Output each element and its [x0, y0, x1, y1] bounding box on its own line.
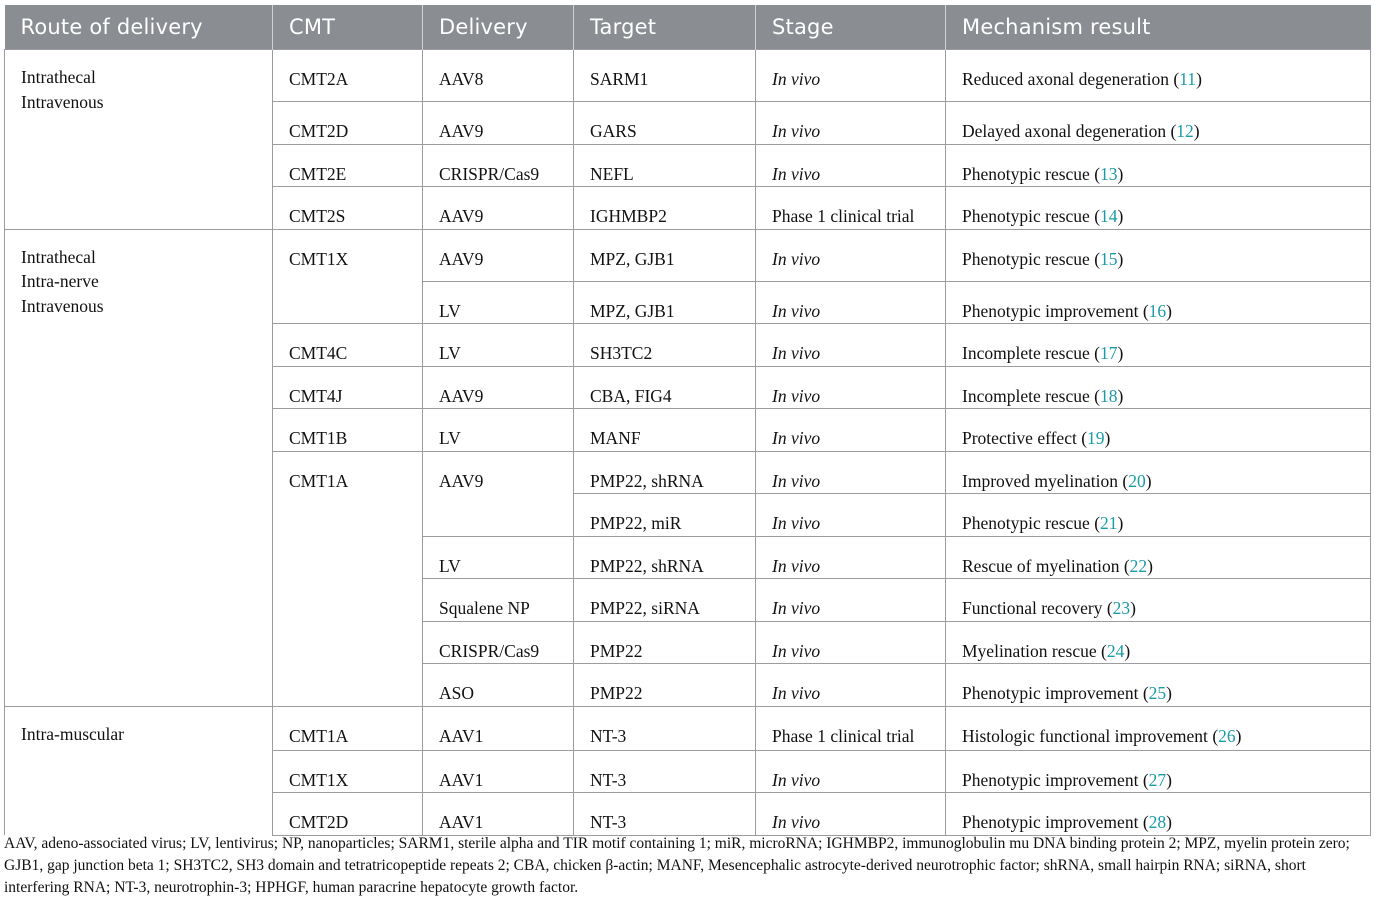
reference-link[interactable]: 26 — [1218, 725, 1236, 746]
result-text: Myelination rescue — [962, 640, 1097, 661]
cmt-cell: CMT1X — [273, 750, 423, 793]
stage-cell: In vivo — [756, 579, 946, 622]
mechanism-result-cell — [946, 324, 1371, 367]
delivery-cell: AAV9 — [423, 366, 574, 409]
route-line: Intra-nerve — [21, 271, 99, 291]
target-cell: IGHMBP2 — [574, 187, 756, 230]
reference-link[interactable]: 25 — [1148, 683, 1167, 703]
result-text: Functional recovery — [962, 598, 1103, 618]
delivery-cell: ASO — [423, 664, 574, 707]
header-row — [5, 5, 1371, 50]
result-text: Reduced axonal degeneration — [962, 69, 1169, 89]
stage-cell: In vivo — [756, 793, 946, 836]
ref-paren-close: ) — [1196, 69, 1202, 89]
delivery-cell: AAV9 — [423, 102, 574, 145]
ref-paren-close: ) — [1117, 513, 1124, 533]
ref-paren-close: ) — [1166, 300, 1172, 321]
route-cell — [5, 706, 273, 835]
stage-cell: In vivo — [756, 409, 946, 452]
table-header — [5, 5, 1371, 50]
route-cell — [5, 229, 273, 706]
cmt-cell: CMT1X — [273, 229, 423, 324]
ref-paren-open: ( — [1118, 470, 1129, 491]
ref-paren-close: ) — [1130, 598, 1136, 618]
target-cell: PMP22, shRNA — [574, 536, 756, 579]
cmt-cell: CMT1A — [273, 451, 423, 706]
delivery-cell: CRISPR/Cas9 — [423, 144, 574, 187]
table-row — [5, 229, 1371, 281]
reference-link[interactable]: 17 — [1099, 343, 1118, 363]
ref-paren-close: ) — [1117, 343, 1124, 363]
stage-cell: In vivo — [756, 664, 946, 707]
header-target: Target — [574, 5, 756, 50]
ref-paren-open: ( — [1089, 343, 1100, 363]
ref-paren-close: ) — [1117, 163, 1124, 184]
delivery-cell: AAV8 — [423, 50, 574, 102]
ref-paren-open: ( — [1166, 121, 1177, 141]
table-body — [5, 50, 1371, 836]
mechanism-result-cell — [946, 706, 1371, 750]
reference-link[interactable]: 20 — [1128, 470, 1146, 491]
ref-paren-close: ) — [1193, 121, 1200, 141]
result-text: Phenotypic improvement — [962, 683, 1139, 703]
stage-cell: In vivo — [756, 324, 946, 367]
delivery-cell: LV — [423, 536, 574, 579]
table-row — [5, 706, 1371, 750]
ref-paren-close: ) — [1166, 769, 1172, 790]
delivery-cell: Squalene NP — [423, 579, 574, 622]
delivery-cell: AAV1 — [423, 793, 574, 836]
stage-cell: In vivo — [756, 102, 946, 145]
header-mechanism-result: Mechanism result — [946, 5, 1371, 50]
cmt-cell: CMT2D — [273, 102, 423, 145]
ref-paren-close: ) — [1117, 206, 1124, 226]
delivery-cell: AAV9 — [423, 229, 574, 281]
header-stage: Stage — [756, 5, 946, 50]
target-cell: NT-3 — [574, 706, 756, 750]
mechanism-result-cell — [946, 664, 1371, 707]
delivery-cell: LV — [423, 324, 574, 367]
ref-paren-close: ) — [1235, 725, 1242, 746]
ref-paren-open: ( — [1076, 428, 1088, 448]
ref-paren-close: ) — [1147, 555, 1153, 576]
reference-link[interactable]: 12 — [1176, 121, 1194, 141]
stage-cell: In vivo — [756, 281, 946, 324]
ref-paren-open: ( — [1169, 69, 1180, 89]
delivery-cell: AAV1 — [423, 750, 574, 793]
mechanism-result-cell — [946, 229, 1371, 281]
reference-link[interactable]: 23 — [1112, 598, 1131, 618]
reference-link[interactable]: 22 — [1129, 555, 1148, 576]
stage-cell: In vivo — [756, 750, 946, 793]
result-text: Incomplete rescue — [962, 343, 1090, 363]
target-cell: PMP22, shRNA — [574, 451, 756, 494]
stage-cell: In vivo — [756, 50, 946, 102]
reference-link[interactable]: 13 — [1100, 163, 1118, 184]
header-route: Route of delivery — [5, 5, 273, 50]
target-cell: SH3TC2 — [574, 324, 756, 367]
cmt-cell: CMT1A — [273, 706, 423, 750]
mechanism-result-cell — [946, 409, 1371, 452]
ref-paren-close: ) — [1166, 683, 1172, 703]
route-line: Intravenous — [21, 91, 104, 112]
mechanism-result-cell — [946, 621, 1371, 664]
ref-paren-open: ( — [1089, 385, 1100, 406]
reference-link[interactable]: 24 — [1106, 640, 1125, 661]
stage-cell: In vivo — [756, 229, 946, 281]
target-cell: CBA, FIG4 — [574, 366, 756, 409]
mechanism-result-cell — [946, 793, 1371, 836]
cmt-cell: CMT4C — [273, 324, 423, 367]
target-cell: MPZ, GJB1 — [574, 229, 756, 281]
ref-paren-open: ( — [1207, 725, 1219, 746]
result-text: Incomplete rescue — [962, 385, 1090, 406]
route-line: Intrathecal — [21, 246, 96, 267]
gene-therapy-table-container — [4, 5, 1370, 836]
result-text: Protective effect — [962, 428, 1077, 448]
stage-cell: Phase 1 clinical trial — [756, 187, 946, 230]
target-cell: PMP22, miR — [574, 494, 756, 537]
mechanism-result-cell — [946, 102, 1371, 145]
reference-link[interactable]: 15 — [1100, 248, 1118, 269]
result-text: Phenotypic improvement — [962, 769, 1139, 790]
route-line: Intra-muscular — [21, 723, 125, 744]
ref-paren-open: ( — [1138, 812, 1149, 832]
ref-paren-open: ( — [1096, 640, 1107, 661]
stage-cell: In vivo — [756, 366, 946, 409]
result-text: Improved myelination — [962, 470, 1119, 491]
stage-cell: In vivo — [756, 144, 946, 187]
cmt-cell: CMT1B — [273, 409, 423, 452]
delivery-cell: AAV9 — [423, 187, 574, 230]
reference-link[interactable]: 21 — [1100, 513, 1118, 533]
ref-paren-close: ) — [1145, 470, 1152, 491]
ref-paren-open: ( — [1089, 163, 1101, 184]
ref-paren-close: ) — [1117, 385, 1124, 406]
route-cell — [5, 50, 273, 230]
target-cell: NEFL — [574, 144, 756, 187]
mechanism-result-cell — [946, 281, 1371, 324]
target-cell: PMP22 — [574, 664, 756, 707]
route-line: Intrathecal — [21, 67, 96, 87]
result-text: Phenotypic rescue — [962, 513, 1090, 533]
delivery-cell: LV — [423, 281, 574, 324]
ref-paren-close: ) — [1104, 428, 1111, 448]
ref-paren-open: ( — [1138, 683, 1149, 703]
reference-link[interactable]: 18 — [1099, 385, 1118, 406]
result-text: Phenotypic improvement — [962, 812, 1139, 832]
stage-cell: Phase 1 clinical trial — [756, 706, 946, 750]
ref-paren-close: ) — [1124, 640, 1131, 661]
mechanism-result-cell — [946, 451, 1371, 494]
result-text: Phenotypic improvement — [962, 300, 1139, 321]
target-cell: MANF — [574, 409, 756, 452]
ref-paren-close: ) — [1117, 248, 1124, 269]
stage-cell: In vivo — [756, 621, 946, 664]
ref-paren-open: ( — [1138, 769, 1149, 790]
header-cmt: CMT — [273, 5, 423, 50]
header-delivery: Delivery — [423, 5, 574, 50]
cmt-cell: CMT2A — [273, 50, 423, 102]
ref-paren-open: ( — [1089, 206, 1101, 226]
ref-paren-open: ( — [1102, 598, 1113, 618]
result-text: Histologic functional improvement — [962, 725, 1208, 746]
reference-link[interactable]: 27 — [1148, 769, 1167, 790]
mechanism-result-cell — [946, 579, 1371, 622]
result-text: Rescue of myelination — [962, 555, 1120, 576]
ref-paren-close: ) — [1166, 812, 1172, 832]
target-cell: PMP22 — [574, 621, 756, 664]
result-text: Phenotypic rescue — [962, 163, 1090, 184]
mechanism-result-cell — [946, 50, 1371, 102]
cmt-cell: CMT2S — [273, 187, 423, 230]
mechanism-result-cell — [946, 494, 1371, 537]
table-footnote: AAV, adeno-associated virus; LV, lentivirus; NP, nanoparticles; SARM1, sterile alpha and TIR motif containing 1; miR, microRNA; IGHMBP2, immunoglobulin mu DNA binding protein 2; MPZ, myelin protein zero; GJB1, gap junction beta 1; SH3TC2, SH3 domain and tetratricopeptide repeats 2; CBA, chicken β-actin; MANF, Mesencephalic astrocyte-derived neurotrophic factor; shRNA, small hairpin RNA; siRNA, short interfering RNA; NT-3, neurotrophin-3; HPHGF, human paracrine hepatocyte growth factor. — [4, 835, 1350, 896]
delivery-cell: CRISPR/Cas9 — [423, 621, 574, 664]
mechanism-result-cell — [946, 187, 1371, 230]
result-text: Phenotypic rescue — [962, 206, 1090, 226]
reference-link[interactable]: 11 — [1179, 69, 1197, 89]
ref-paren-open: ( — [1138, 300, 1149, 321]
delivery-cell: AAV1 — [423, 706, 574, 750]
gene-therapy-table — [4, 5, 1371, 836]
target-cell: NT-3 — [574, 750, 756, 793]
reference-link[interactable]: 16 — [1148, 300, 1167, 321]
reference-link[interactable]: 14 — [1100, 206, 1118, 226]
stage-cell: In vivo — [756, 451, 946, 494]
mechanism-result-cell — [946, 366, 1371, 409]
target-cell: PMP22, siRNA — [574, 579, 756, 622]
cmt-cell: CMT2D — [273, 793, 423, 836]
mechanism-result-cell — [946, 750, 1371, 793]
delivery-cell: AAV9 — [423, 451, 574, 536]
mechanism-result-cell — [946, 144, 1371, 187]
cmt-cell: CMT2E — [273, 144, 423, 187]
target-cell: NT-3 — [574, 793, 756, 836]
target-cell: MPZ, GJB1 — [574, 281, 756, 324]
target-cell: SARM1 — [574, 50, 756, 102]
reference-link[interactable]: 19 — [1087, 428, 1105, 448]
cmt-cell: CMT4J — [273, 366, 423, 409]
delivery-cell: LV — [423, 409, 574, 452]
route-line: Intravenous — [21, 295, 104, 316]
stage-cell: In vivo — [756, 536, 946, 579]
reference-link[interactable]: 28 — [1148, 812, 1167, 832]
result-text: Delayed axonal degeneration — [962, 121, 1167, 141]
stage-cell: In vivo — [756, 494, 946, 537]
ref-paren-open: ( — [1089, 513, 1101, 533]
mechanism-result-cell — [946, 536, 1371, 579]
table-row — [5, 50, 1371, 102]
ref-paren-open: ( — [1119, 555, 1130, 576]
ref-paren-open: ( — [1089, 248, 1101, 269]
target-cell: GARS — [574, 102, 756, 145]
result-text: Phenotypic rescue — [962, 248, 1090, 269]
